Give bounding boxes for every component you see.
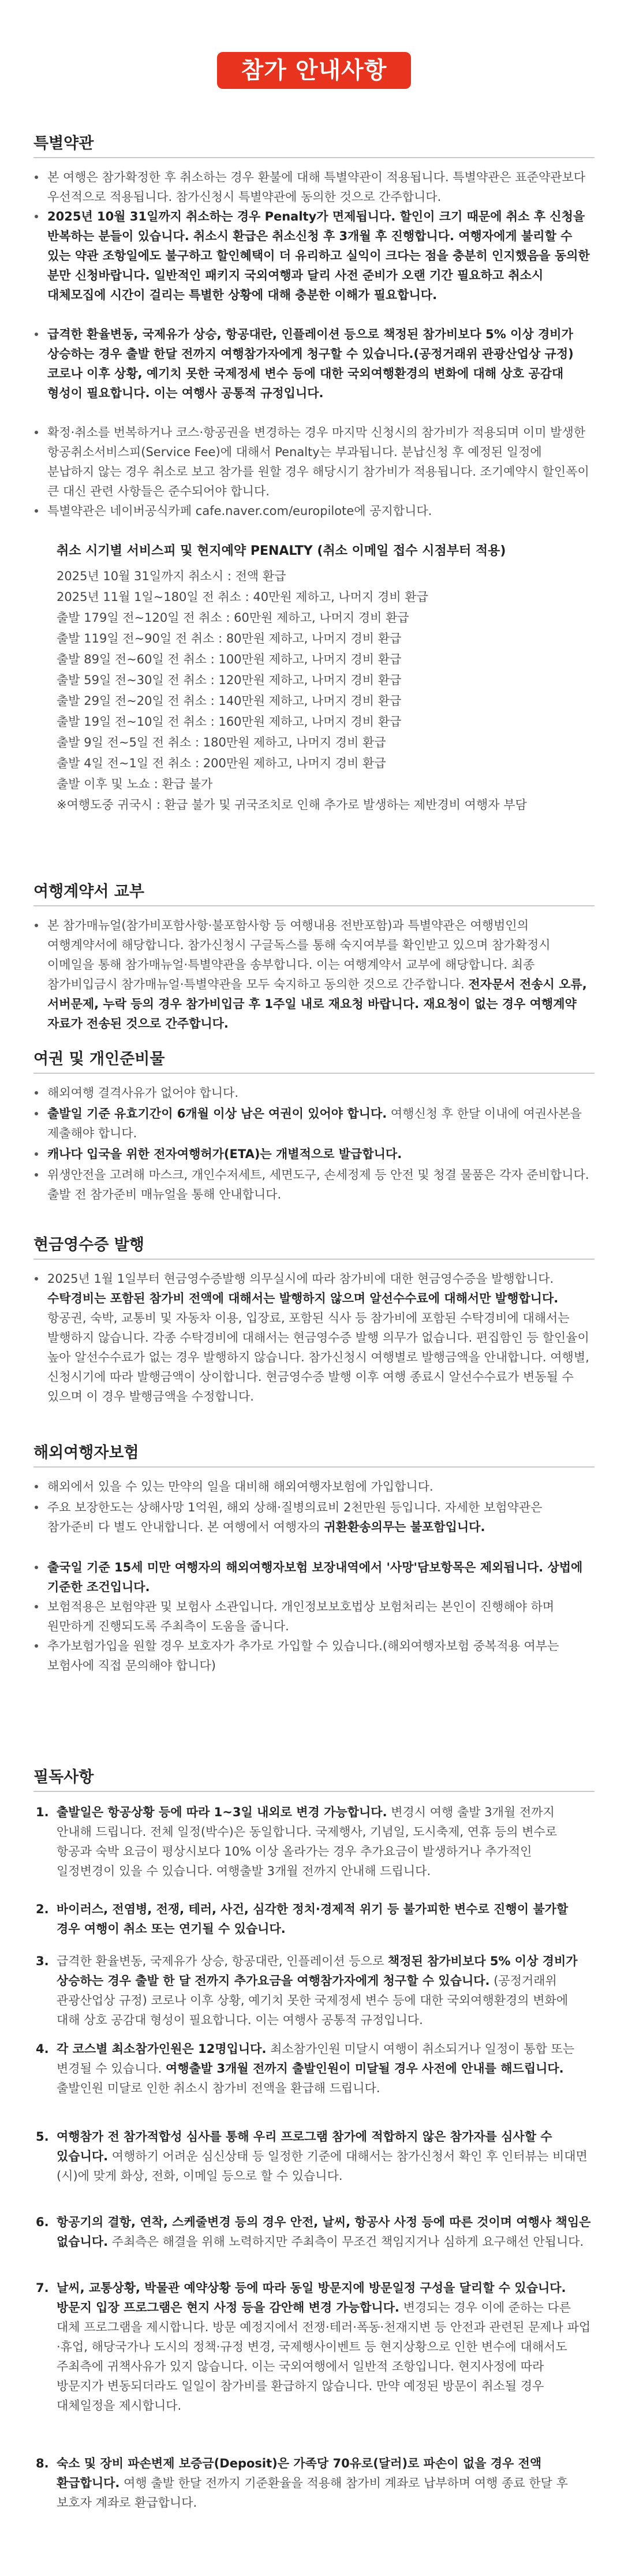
notes-title: 필독사항 bbox=[33, 1768, 94, 1786]
penalty-title: 취소 시기별 서비스피 및 현지예약 PENALTY (취소 이메일 접수 시점부터 적용) bbox=[57, 544, 506, 558]
penalty-line: 출발 89일 전~60일 전 취소 : 100만원 제하고, 나머지 경비 환급 bbox=[57, 652, 402, 666]
notes-item-number: 2. bbox=[36, 1902, 49, 1916]
insurance-item: 보험적용은 보험약관 및 보험사 소관입니다. 개인정보보호법상 보험처리는 본인이 진행해야 하며 원만하게 진행되도록 주최측이 도움을 줍니다. bbox=[47, 1597, 590, 1636]
notes-item-number: 1. bbox=[36, 1805, 49, 1819]
special-terms-item: 2025년 10월 31일까지 취소하는 경우 Penalty가 면제됩니다. 할인이 크기 때문에 취소 후 신청을 반복하는 분들이 있습니다. 취소시 환급은 취소신청 후 3개월 후 진행합니다. 여행자에게 불리할 수 있는 약관 조항일에도 불구하고 할인혜택이 더 유리하고 실익이 크다는 점을 충분히 인지했음을 동의한 분만 신청바랍니다. 일반적인 패키지 국외여행과 달리 사전 준비가 오랜 기간 필요하고 취소시 대체모집에 시간이 걸리는 특별한 상황에 대해 충분한 이해가 필요합니다. bbox=[47, 207, 590, 305]
penalty-line: 2025년 11월 1일~180일 전 취소 : 40만원 제하고, 나머지 경비 환급 bbox=[57, 590, 428, 604]
penalty-line: 출발 179일 전~120일 전 취소 : 60만원 제하고, 나머지 경비 환급 bbox=[57, 611, 409, 625]
notes-item-number: 5. bbox=[36, 2130, 49, 2144]
passport-item: 캐나다 입국을 위한 전자여행허가(ETA)는 개별적으로 발급합니다. bbox=[47, 1144, 590, 1164]
notice-page: 참가 안내사항 특별약관 본 여행은 참가확정한 후 취소하는 경우 환불에 대해 특별약관이 적용됩니다. 특별약관은 표준약관보다 우선적으로 적용됩니다. 참가신청시 특별약관에 동의한 것으로 간주합니다. 2025년 10월 31일까지 취소하는 경우 Penalty가 면제됩니다. 할인이 크기 때문에 취소 후 신청을 반복하는 분들이 있습니다. 취소시 환급은 취소신청 후 3개월 후 진행합니다. 여행자에게 불리할 수 있는 약관 조항일에도 불구하고 할인혜택이 더 유리하고 실익이 크다는 점을 충분히 인지했음을 동의한 분만 신청바랍니다. 일반적인 패키지 국외여행과 달리 사전 준비가 오랜 기간 필요하고 취소시 대체모집에 시간이 걸리는 특별한 상황에 대해 충분한 이해가 필요합니다. 급격한 환율변동, 국제유가 상승, 항공대란, 인플레이션 등으로 책정된 참가비보다 5% 이상 경비가 상승하는 경우 출발 한달 전까지 여행참가자에게 청구할 수 있습니다.(공정거래위 관광산업상 규정) 코로나 이후 상황, 예기치 못한 국제정세 변수 등에 대한 국외여행환경의 변화에 대해 상호 공감대 형성이 필요합니다. 이는 여행사 공통적 규정입니다. 확정·취소를 번복하거나 코스·항공권을 변경하는 경우 마지막 신청시의 참가비가 적용되며 이미 발생한 항공취소서비스피(Service Fee)에 대해서 Penalty는 부과됩니다. 분납신청 후 예정된 일정에 분납하지 않는 경우 취소로 보고 참가를 원할 경우 해당시기 참가비가 적용됩니다. 조기예약시 할인폭이 큰 대신 관련 사항들은 준수되어야 합니다. 특별약관은 네이버공식카페 cafe.naver.com/europilote에 공지합니다. 취소 시기별 서비스피 및 현지예약 PENALTY (취소 이메일 접수 시점부터 적용) 2025년 10월 31일까지 취소시 : 전액 환급 2025년 11월 1일~180일 전 취소 : 40만원 제하고, 나머지 경비 환급 출발 179일 전~120일 전 취소 : 60만원 제하고, 나머지 경비 환급 출발 119일 전~90일 전 취소 : 80만원 제하고, 나머지 경비 환급 출발 89일 전~60일 전 취소 : 100만원 제하고, 나머지 경비 환급 출발 59일 전~30일 전 취소 : 120만원 제하고, 나머지 경비 환급 출발 29일 전~20일 전 취소 : 140만원 제하고, 나머지 경비 환급 출발 19일 전~10일 전 취소 : 160만원 제하고, 나머지 경비 환급 출발 9일 전~5일 전 취소 : 180만원 제하고, 나머지 경비 환급 출발 4일 전~1일 전 취소 : 200만원 제하고, 나머지 경비 환급 출발 이후 및 노쇼 : 환급 불가 ※여행도중 귀국시 : 환급 불가 및 귀국조치로 인해 추가로 발생하는 제반경비 여행자 부담 여행계약서 교부 본 참가매뉴얼(참가비포함사항·불포함사항 등 여행내용 전반포함)과 특별약관은 여행범인의 여행계약서에 해당합니다. 참가신청시 구글독스를 통해 숙지여부를 확인받고 있으며 참가확정시 이메일을 통해 참가매뉴얼·특별약관을 송부합니다. 이는 여행계약서 교부에 해당합니다. 최종 참가비입금시 참가매뉴얼·특별약관을 모두 숙지하고 동의한 것으로 간주합니다. 전자문서 전송시 오류, 서버문제, 누락 등의 경우 참가비입금 후 1주일 내로 재요청 바랍니다. 재요청이 없는 경우 여행계약 자료가 전송된 것으로 간주합니다. 여권 및 개인준비물 해외여행 결격사유가 없어야 합니다. 출발일 기준 유효기간이 6개월 이상 남은 여권이 있어야 합니다. 여행신청 후 한달 이내에 여권사본을 제출해야 합니다. 캐나다 입국을 위한 전자여행허가(ETA)는 개별적으로 발급합니다. 위생안전을 고려해 마스크, 개인수저세트, 세면도구, 손세정제 등 안전 및 청결 물품은 각자 준비합니다. 출발 전 참가준비 매뉴얼을 통해 안내합니다. 현금영수증 발행 2025년 1월 1일부터 현금영수증발행 의무실시에 따라 참가비에 대한 현금영수증을 발행합니다. 수탁경비는 포함된 참가비 전액에 대해서는 발행하지 않으며 알선수수료에 대해서만 발행합니다. 항공권, 숙박, 교통비 및 자동차 이용, 입장료, 포함된 식사 등 참가비에 포함된 수탁경비에 대해서는 발행하지 않습니다. 각종 수탁경비에 대해서는 현금영수증 발행 의무가 없습니다. 편집함인 등 할인율이 높아 알선수수료가 없는 경우 발행하지 않습니다. 참가신청시 여행별로 발행금액을 안내합니다. 여행별, 신청시기에 따라 발행금액이 상이합니다. 현금영수증 발행 이후 여행 종료시 알선수수료가 변동될 수 있으며 이 경우 발행금액을 수정합니다. 해외여행자보험 해외에서 있을 수 있는 만약의 일을 대비해 해외여행자보험에 가입합니다. 주요 보장한도는 상해사망 1억원, 해외 상해·질병의료비 2천만원 등입니다. 자세한 보험약관은 참가준비 다 별도 안내합니다. 본 여행에서 여행자의 귀환환송의무는 불포함입니다. 출국일 기준 15세 미만 여행자의 해외여행자보험 보장내역에서 '사망'담보항목은 제외됩니다. 상법에 기준한 조건입니다. 보험적용은 보험약관 및 보험사 소관입니다. 개인정보보호법상 보험처리는 본인이 진행해야 하며 원만하게 진행되도록 주최측이 도움을 줍니다. 추가보험가입을 원할 경우 보호자가 추가로 가입할 수 있습니다.(해외여행자보험 중복적용 여부는 보험사에 직접 문의해야 합니다) 필독사항 1. 출발일은 항공상황 등에 따라 1~3일 내외로 변경 가능합니다. 변경시 여행 출발 3개월 전까지 안내해 드립니다. 전체 일정(박수)은 동일합니다. 국제행사, 기념일, 도시축제, 연휴 등의 변수로 항공과 숙박 요금이 평상시보다 10% 이상 올라가는 경우 추가요금이 발생하거나 추가적인 일정변경이 있을 수 있습니다. 여행출발 3개월 전까지 안내해 드립니다. 2. 바이러스, 전염병, 전쟁, 테러, 사건, 심각한 정치·경제적 위기 등 불가피한 변수로 진행이 불가할 경우 여행이 취소 또는 연기될 수 있습니다. 3. 급격한 환율변동, 국제유가 상승, 항공대란, 인플레이션 등으로 책정된 참가비보다 5% 이상 경비가 상승하는 경우 출발 한 달 전까지 추가요금을 여행참가자에게 청구할 수 있습니다. (공정거래위 관광산업상 규정) 코로나 이후 상황, 예기치 못한 국제정세 변수 등에 대한 국외여행환경의 변화에 대해 상호 공감대 형성이 필요합니다. 이는 여행사 공통적 규정입니다. 4. 각 코스별 최소참가인원은 12명입니다. 최소참가인원 미달시 여행이 취소되거나 일정이 통합 또는 변경될 수 있습니다. 여행출발 3개월 전까지 출발인원이 미달될 경우 사전에 안내를 해드립니다. 출발인원 미달로 인한 취소시 참가비 전액을 환급해 드립니다. 5. 여행참가 전 참가적합성 심사를 통해 우리 프로그램 참가에 적합하지 않은 참가자를 심사할 수 있습니다. 여행하기 어려운 심신상태 등 일정한 기준에 대해서는 참가신청서 확인 후 인터뷰는 비대면(시)에 맞게 화상, 전화, 이메일 등으로 할 수 있습니다. 6. 항공기의 결항, 연착, 스케줄변경 등의 경우 안전, 날씨, 항공사 사정 등에 따른 것이며 여행사 책임은 없습니다. 주최측은 해결을 위해 노력하지만 주최측이 무조건 책임지거나 심하게 요구해선 안됩니다. 7. 날씨, 교통상황, 박물관 예약상황 등에 따라 동일 방문지에 방문일정 구성을 달리할 수 있습니다. 방문지 입장 프로그램은 현지 사정 등을 감안해 변경 가능합니다. 변경되는 경우 이에 준하는 다른 대체 프로그램을 제시합니다. 방문 예정지에서 전쟁·테러·폭동·천재지변 등 안전과 관련된 문제나 파업·휴업, 해당국가나 도시의 정책·규정 변경, 국제행사이벤트 등 현지상황으로 인한 변수에 대해서도 주최측에 귀책사유가 있지 않습니다. 이는 국외여행에서 일반적 조항입니다. 현지사정에 따라 방문지가 변동되더라도 일일이 참가비를 환급하지 않습니다. 만약 예정된 방문이 취소될 경우 대체일정을 제시합니다. 8. 숙소 및 장비 파손변제 보증금(Deposit)은 가족당 70유로(달러)로 파손이 없을 경우 전액 환급합니다. 여행 출발 한달 전까지 기준환율을 적용해 참가비 계좌로 납부하며 여행 종료 한달 후 보호자 계좌로 환급합니다. bbox=[0, 0, 628, 2576]
insurance-title: 해외여행자보험 bbox=[33, 1444, 139, 1462]
penalty-line: 출발 59일 전~30일 전 취소 : 120만원 제하고, 나머지 경비 환급 bbox=[57, 673, 402, 687]
special-terms-title: 특별약관 bbox=[33, 135, 94, 152]
special-terms-item: 특별약관은 네이버공식카페 cafe.naver.com/europilote에 공지합니다. bbox=[47, 501, 590, 521]
insurance-item: 해외에서 있을 수 있는 만약의 일을 대비해 해외여행자보험에 가입합니다. bbox=[47, 1477, 590, 1496]
section-divider bbox=[33, 157, 595, 158]
passport-item: 해외여행 결격사유가 없어야 합니다. bbox=[47, 1083, 590, 1103]
penalty-line: 출발 9일 전~5일 전 취소 : 180만원 제하고, 나머지 경비 환급 bbox=[57, 736, 386, 749]
penalty-line: 출발 4일 전~1일 전 취소 : 200만원 제하고, 나머지 경비 환급 bbox=[57, 756, 386, 770]
notes-item-number: 8. bbox=[36, 2456, 49, 2470]
section-divider bbox=[33, 1259, 595, 1260]
insurance-item: 주요 보장한도는 상해사망 1억원, 해외 상해·질병의료비 2천만원 등입니다. 자세한 보험약관은 참가준비 다 별도 안내합니다. 본 여행에서 여행자의 귀환환송의무는 불포함입니다. bbox=[47, 1498, 590, 1537]
penalty-line: 출발 119일 전~90일 전 취소 : 80만원 제하고, 나머지 경비 환급 bbox=[57, 632, 402, 645]
section-divider bbox=[33, 1466, 595, 1468]
special-terms-item: 확정·취소를 번복하거나 코스·항공권을 변경하는 경우 마지막 신청시의 참가비가 적용되며 이미 발생한 항공취소서비스피(Service Fee)에 대해서 Penalty는 부과됩니다. 분납신청 후 예정된 일정에 분납하지 않는 경우 취소로 보고 참가를 원할 경우 해당시기 참가비가 적용됩니다. 조기예약시 할인폭이 큰 대신 관련 사항들은 준수되어야 합니다. bbox=[47, 423, 590, 501]
penalty-note: ※여행도중 귀국시 : 환급 불가 및 귀국조치로 인해 추가로 발생하는 제반경비 여행자 부담 bbox=[57, 798, 527, 812]
insurance-item: 추가보험가입을 원할 경우 보호자가 추가로 가입할 수 있습니다.(해외여행자보험 중복적용 여부는 보험사에 직접 문의해야 합니다) bbox=[47, 1636, 590, 1675]
penalty-line: 출발 29일 전~20일 전 취소 : 140만원 제하고, 나머지 경비 환급 bbox=[57, 694, 402, 708]
notes-item-number: 6. bbox=[36, 2215, 49, 2229]
page-title: 참가 안내사항 bbox=[217, 52, 411, 89]
receipt-title: 현금영수증 발행 bbox=[33, 1236, 144, 1254]
section-divider bbox=[33, 905, 595, 906]
passport-item: 출발일 기준 유효기간이 6개월 이상 남은 여권이 있어야 합니다. 여행신청 후 한달 이내에 여권사본을 제출해야 합니다. bbox=[47, 1104, 590, 1143]
passport-title: 여권 및 개인준비물 bbox=[33, 1050, 165, 1068]
notes-item-number: 3. bbox=[36, 1954, 49, 1968]
receipt-item: 2025년 1월 1일부터 현금영수증발행 의무실시에 따라 참가비에 대한 현금영수증을 발행합니다. 수탁경비는 포함된 참가비 전액에 대해서는 발행하지 않으며 알선수수료에 대해서만 발행합니다. 항공권, 숙박, 교통비 및 자동차 이용, 입장료, 포함된 식사 등 참가비에 포함된 수탁경비에 대해서는 발행하지 않습니다. 각종 수탁경비에 대해서는 현금영수증 발행 의무가 없습니다. 편집함인 등 할인율이 높아 알선수수료가 없는 경우 발행하지 않습니다. 참가신청시 여행별로 발행금액을 안내합니다. 여행별, 신청시기에 따라 발행금액이 상이합니다. 현금영수증 발행 이후 여행 종료시 알선수수료가 변동될 수 있으며 이 경우 발행금액을 수정합니다. bbox=[47, 1269, 590, 1406]
passport-item: 위생안전을 고려해 마스크, 개인수저세트, 세면도구, 손세정제 등 안전 및 청결 물품은 각자 준비합니다. 출발 전 참가준비 매뉴얼을 통해 안내합니다. bbox=[47, 1165, 590, 1204]
notes-item-number: 7. bbox=[36, 2281, 49, 2295]
section-divider bbox=[33, 1073, 595, 1074]
contract-item: 본 참가매뉴얼(참가비포함사항·불포함사항 등 여행내용 전반포함)과 특별약관은 여행범인의 여행계약서에 해당합니다. 참가신청시 구글독스를 통해 숙지여부를 확인받고 있으며 참가확정시 이메일을 통해 참가매뉴얼·특별약관을 송부합니다. 이는 여행계약서 교부에 해당합니다. 최종 참가비입금시 참가매뉴얼·특별약관을 모두 숙지하고 동의한 것으로 간주합니다. 전자문서 전송시 오류, 서버문제, 누락 등의 경우 참가비입금 후 1주일 내로 재요청 바랍니다. 재요청이 없는 경우 여행계약 자료가 전송된 것으로 간주합니다. bbox=[47, 916, 590, 1033]
special-terms-item: 급격한 환율변동, 국제유가 상승, 항공대란, 인플레이션 등으로 책정된 참가비보다 5% 이상 경비가 상승하는 경우 출발 한달 전까지 여행참가자에게 청구할 수 있습니다.(공정거래위 관광산업상 규정) 코로나 이후 상황, 예기치 못한 국제정세 변수 등에 대한 국외여행환경의 변화에 대해 상호 공감대 형성이 필요합니다. 이는 여행사 공통적 규정입니다. bbox=[47, 324, 590, 403]
section-divider bbox=[33, 1791, 595, 1792]
penalty-line: 출발 19일 전~10일 전 취소 : 160만원 제하고, 나머지 경비 환급 bbox=[57, 715, 402, 729]
penalty-line: 출발 이후 및 노쇼 : 환급 불가 bbox=[57, 777, 213, 791]
penalty-line: 2025년 10월 31일까지 취소시 : 전액 환급 bbox=[57, 569, 286, 583]
insurance-item: 출국일 기준 15세 미만 여행자의 해외여행자보험 보장내역에서 '사망'담보항목은 제외됩니다. 상법에 기준한 조건입니다. bbox=[47, 1558, 590, 1597]
notes-item-number: 4. bbox=[36, 2042, 49, 2056]
contract-title: 여행계약서 교부 bbox=[33, 883, 144, 901]
special-terms-item: 본 여행은 참가확정한 후 취소하는 경우 환불에 대해 특별약관이 적용됩니다. 특별약관은 표준약관보다 우선적으로 적용됩니다. 참가신청시 특별약관에 동의한 것으로 간주합니다. bbox=[47, 167, 590, 207]
